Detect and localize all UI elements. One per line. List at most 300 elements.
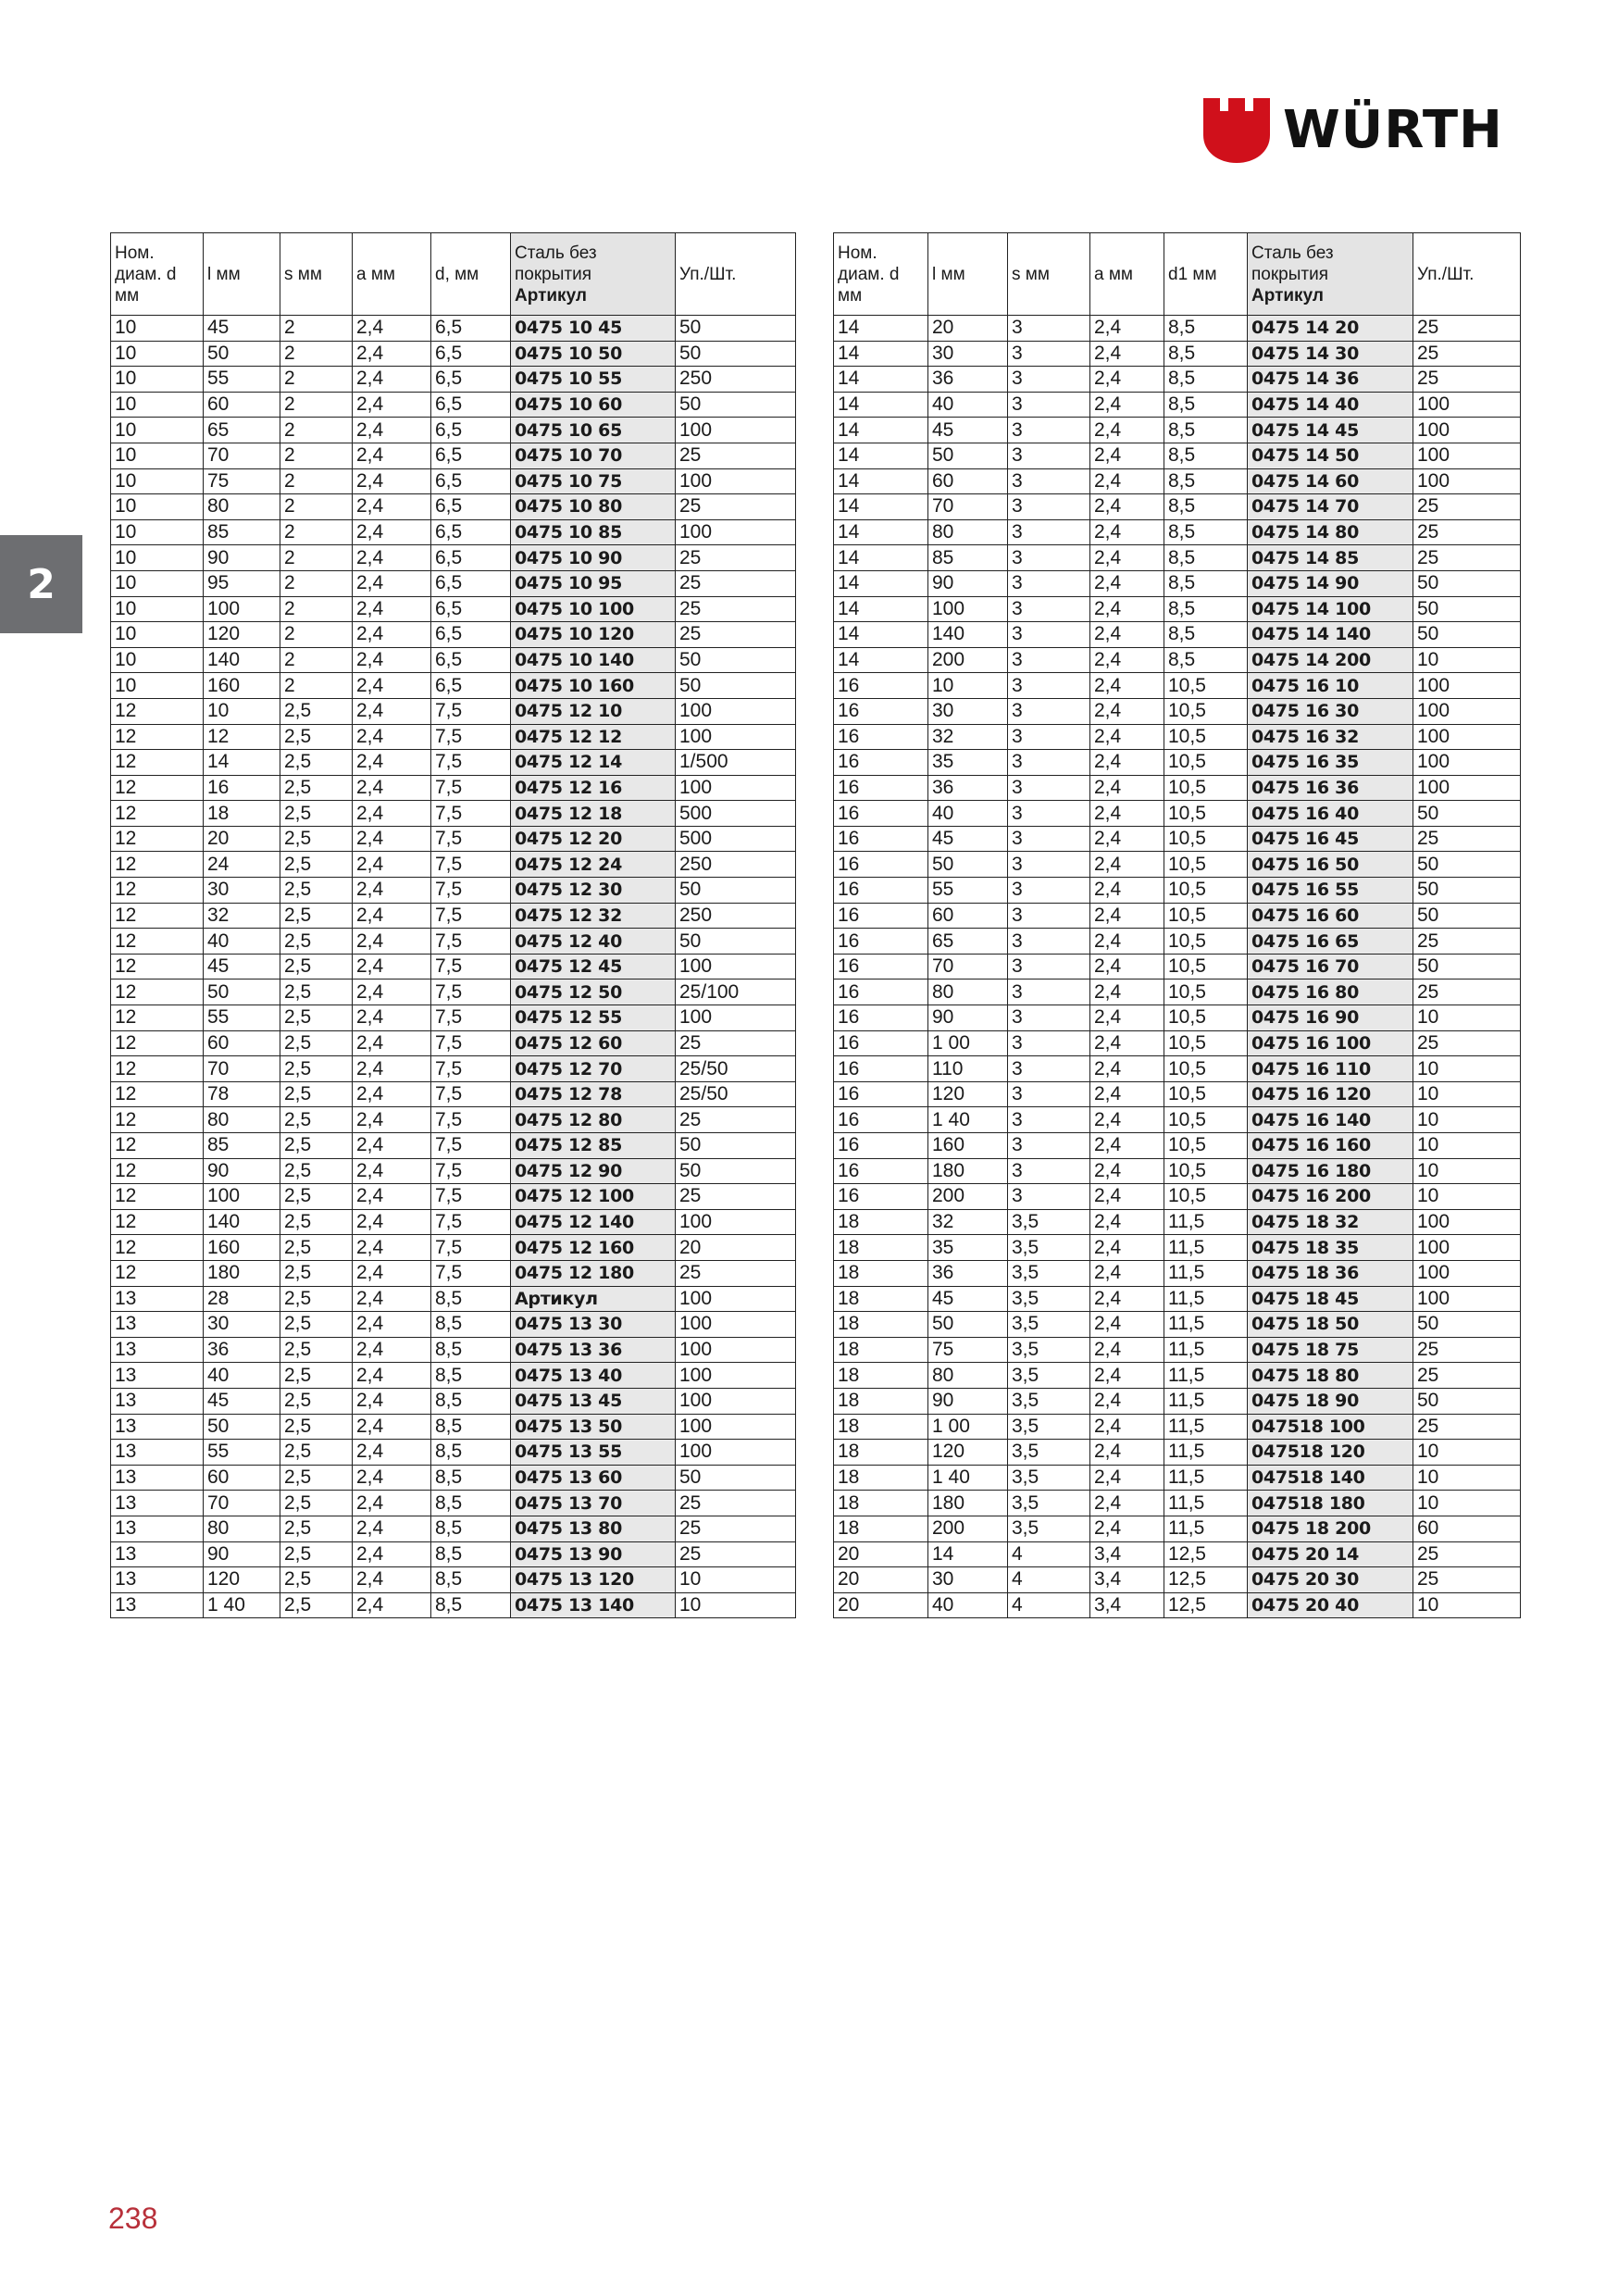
cell-article: 0475 12 55 [511, 1005, 676, 1031]
table-row [834, 1158, 1521, 1184]
cell-length: 78 [204, 1081, 280, 1107]
cell-article: 0475 16 140 [1248, 1107, 1413, 1133]
cell-nominal-diameter: 13 [111, 1337, 204, 1363]
cell-nominal-diameter: 13 [111, 1388, 204, 1414]
cell-s: 2,5 [280, 1133, 353, 1159]
cell-pack: 250 [676, 367, 796, 393]
cell-s: 2,5 [280, 1516, 353, 1541]
table-row [834, 1209, 1521, 1235]
cell-d: 11,5 [1164, 1516, 1248, 1541]
cell-a: 2,4 [353, 316, 431, 342]
cell-s: 3 [1008, 570, 1090, 596]
cell-pack: 25 [1413, 341, 1521, 367]
table-row [111, 1592, 796, 1618]
cell-pack: 1/500 [676, 750, 796, 776]
table-row [111, 980, 796, 1005]
cell-pack: 50 [676, 878, 796, 904]
cell-nominal-diameter: 12 [111, 801, 204, 827]
cell-pack: 25 [1413, 494, 1521, 520]
cell-a: 2,4 [353, 418, 431, 443]
cell-a: 2,4 [1090, 1388, 1164, 1414]
cell-pack: 25 [676, 1516, 796, 1541]
cell-article: 0475 20 14 [1248, 1541, 1413, 1567]
cell-nominal-diameter: 12 [111, 1107, 204, 1133]
cell-length: 90 [204, 545, 280, 571]
cell-d: 6,5 [431, 519, 511, 545]
cell-d: 10,5 [1164, 826, 1248, 852]
cell-d: 7,5 [431, 724, 511, 750]
table-row [834, 1414, 1521, 1440]
cell-d: 8,5 [1164, 443, 1248, 468]
cell-pack: 10 [1413, 1133, 1521, 1159]
cell-article: 0475 16 40 [1248, 801, 1413, 827]
cell-pack: 10 [1413, 1465, 1521, 1491]
cell-pack: 25 [676, 1491, 796, 1516]
cell-d: 7,5 [431, 980, 511, 1005]
cell-nominal-diameter: 10 [111, 316, 204, 342]
cell-length: 160 [204, 1235, 280, 1261]
cell-a: 3,4 [1090, 1541, 1164, 1567]
cell-s: 3 [1008, 826, 1090, 852]
table-row [834, 647, 1521, 673]
cell-d: 8,5 [431, 1286, 511, 1312]
cell-article: 0475 10 45 [511, 316, 676, 342]
cell-length: 40 [928, 801, 1008, 827]
cell-pack: 25 [676, 1030, 796, 1056]
cell-pack: 100 [676, 418, 796, 443]
cell-a: 2,4 [353, 698, 431, 724]
cell-length: 1 40 [928, 1107, 1008, 1133]
cell-s: 4 [1008, 1541, 1090, 1567]
cell-length: 55 [204, 1005, 280, 1031]
cell-length: 180 [928, 1158, 1008, 1184]
cell-a: 2,4 [1090, 1312, 1164, 1338]
cell-d: 7,5 [431, 1133, 511, 1159]
table-row [834, 775, 1521, 801]
cell-article: 0475 18 32 [1248, 1209, 1413, 1235]
cell-article: 0475 14 90 [1248, 570, 1413, 596]
cell-length: 40 [204, 929, 280, 955]
cell-article: 0475 16 160 [1248, 1133, 1413, 1159]
cell-a: 2,4 [353, 1337, 431, 1363]
cell-s: 2 [280, 468, 353, 494]
cell-pack: 100 [1413, 750, 1521, 776]
cell-nominal-diameter: 18 [834, 1465, 928, 1491]
cell-nominal-diameter: 12 [111, 1260, 204, 1286]
cell-nominal-diameter: 20 [834, 1592, 928, 1618]
cell-article: 0475 10 140 [511, 647, 676, 673]
cell-length: 30 [928, 698, 1008, 724]
cell-a: 2,4 [1090, 392, 1164, 418]
cell-pack: 20 [676, 1235, 796, 1261]
cell-article: 0475 14 45 [1248, 418, 1413, 443]
cell-s: 2,5 [280, 826, 353, 852]
cell-article: 0475 12 60 [511, 1030, 676, 1056]
cell-s: 2,5 [280, 1005, 353, 1031]
cell-a: 2,4 [353, 750, 431, 776]
cell-nominal-diameter: 16 [834, 980, 928, 1005]
cell-article: 0475 13 120 [511, 1567, 676, 1593]
table-row [111, 775, 796, 801]
cell-d: 10,5 [1164, 1107, 1248, 1133]
cell-s: 2,5 [280, 1337, 353, 1363]
cell-nominal-diameter: 16 [834, 852, 928, 878]
cell-d: 8,5 [1164, 418, 1248, 443]
cell-length: 40 [928, 392, 1008, 418]
cell-a: 2,4 [353, 468, 431, 494]
cell-d: 10,5 [1164, 698, 1248, 724]
cell-nominal-diameter: 10 [111, 545, 204, 571]
cell-d: 7,5 [431, 1184, 511, 1210]
cell-pack: 100 [676, 1440, 796, 1466]
cell-a: 2,4 [353, 622, 431, 648]
cell-d: 7,5 [431, 1158, 511, 1184]
cell-article: 0475 16 32 [1248, 724, 1413, 750]
chapter-tab: 2 [0, 535, 82, 633]
cell-d: 7,5 [431, 1005, 511, 1031]
cell-a: 2,4 [353, 494, 431, 520]
table-row [834, 316, 1521, 342]
cell-pack: 25 [1413, 1337, 1521, 1363]
cell-pack: 50 [1413, 596, 1521, 622]
cell-a: 2,4 [353, 775, 431, 801]
cell-length: 1 00 [928, 1414, 1008, 1440]
cell-pack: 50 [676, 673, 796, 699]
spec-table-right [833, 232, 1521, 1618]
cell-d: 8,5 [431, 1337, 511, 1363]
cell-nominal-diameter: 12 [111, 698, 204, 724]
table-row [834, 418, 1521, 443]
cell-length: 90 [204, 1158, 280, 1184]
cell-d: 7,5 [431, 954, 511, 980]
cell-nominal-diameter: 16 [834, 775, 928, 801]
cell-s: 2,5 [280, 1184, 353, 1210]
cell-length: 45 [204, 316, 280, 342]
cell-length: 100 [204, 1184, 280, 1210]
cell-s: 3 [1008, 545, 1090, 571]
cell-s: 2,5 [280, 698, 353, 724]
cell-s: 2,5 [280, 1592, 353, 1618]
cell-nominal-diameter: 20 [834, 1541, 928, 1567]
cell-a: 2,4 [1090, 1414, 1164, 1440]
cell-s: 2,5 [280, 775, 353, 801]
cell-pack: 50 [676, 316, 796, 342]
cell-nominal-diameter: 14 [834, 622, 928, 648]
cell-length: 36 [928, 775, 1008, 801]
table-row [834, 1363, 1521, 1389]
table-row [834, 1491, 1521, 1516]
table-row [834, 801, 1521, 827]
cell-length: 14 [204, 750, 280, 776]
table-row [111, 878, 796, 904]
cell-pack: 100 [676, 1312, 796, 1338]
cell-d: 11,5 [1164, 1414, 1248, 1440]
cell-a: 2,4 [1090, 775, 1164, 801]
cell-d: 10,5 [1164, 878, 1248, 904]
cell-a: 2,4 [1090, 1133, 1164, 1159]
cell-article: 047518 100 [1248, 1414, 1413, 1440]
table-row [111, 468, 796, 494]
cell-d: 7,5 [431, 903, 511, 929]
cell-d: 8,5 [431, 1491, 511, 1516]
cell-article: 0475 13 50 [511, 1414, 676, 1440]
cell-pack: 10 [1413, 1592, 1521, 1618]
cell-d: 10,5 [1164, 775, 1248, 801]
cell-a: 2,4 [1090, 418, 1164, 443]
cell-nominal-diameter: 10 [111, 367, 204, 393]
cell-d: 6,5 [431, 367, 511, 393]
cell-s: 2,5 [280, 1414, 353, 1440]
cell-pack: 10 [1413, 1158, 1521, 1184]
cell-pack: 50 [1413, 954, 1521, 980]
cell-a: 2,4 [1090, 1363, 1164, 1389]
cell-d: 12,5 [1164, 1541, 1248, 1567]
cell-pack: 100 [1413, 1235, 1521, 1261]
cell-pack: 50 [676, 1133, 796, 1159]
cell-article: 0475 16 120 [1248, 1081, 1413, 1107]
cell-a: 2,4 [1090, 545, 1164, 571]
cell-article: 0475 16 50 [1248, 852, 1413, 878]
cell-article: 0475 14 80 [1248, 519, 1413, 545]
cell-nominal-diameter: 14 [834, 443, 928, 468]
cell-article: 0475 16 200 [1248, 1184, 1413, 1210]
cell-length: 45 [204, 954, 280, 980]
cell-d: 8,5 [1164, 596, 1248, 622]
cell-d: 8,5 [1164, 647, 1248, 673]
cell-nominal-diameter: 14 [834, 570, 928, 596]
header-nominal-diameter: Ном. диам. d мм [834, 233, 928, 316]
cell-d: 6,5 [431, 545, 511, 571]
cell-article: 0475 12 32 [511, 903, 676, 929]
cell-pack: 10 [1413, 1440, 1521, 1466]
cell-a: 2,4 [353, 1260, 431, 1286]
cell-nominal-diameter: 13 [111, 1592, 204, 1618]
cell-pack: 50 [676, 341, 796, 367]
cell-nominal-diameter: 16 [834, 954, 928, 980]
cell-s: 3 [1008, 1107, 1090, 1133]
cell-article: 0475 13 36 [511, 1337, 676, 1363]
cell-s: 2,5 [280, 1260, 353, 1286]
cell-length: 14 [928, 1541, 1008, 1567]
cell-s: 3,5 [1008, 1491, 1090, 1516]
table-row [834, 596, 1521, 622]
cell-d: 8,5 [431, 1567, 511, 1593]
table-row [834, 341, 1521, 367]
table-row [834, 903, 1521, 929]
cell-nominal-diameter: 12 [111, 1056, 204, 1082]
cell-s: 3 [1008, 852, 1090, 878]
cell-length: 120 [928, 1440, 1008, 1466]
cell-length: 50 [204, 341, 280, 367]
cell-article: 0475 10 65 [511, 418, 676, 443]
cell-d: 10,5 [1164, 929, 1248, 955]
cell-length: 45 [928, 1286, 1008, 1312]
cell-length: 50 [928, 1312, 1008, 1338]
cell-length: 1 40 [928, 1465, 1008, 1491]
cell-article: 0475 16 45 [1248, 826, 1413, 852]
cell-article: 0475 16 10 [1248, 673, 1413, 699]
cell-a: 2,4 [1090, 316, 1164, 342]
cell-length: 10 [928, 673, 1008, 699]
cell-d: 12,5 [1164, 1592, 1248, 1618]
cell-nominal-diameter: 12 [111, 1081, 204, 1107]
cell-s: 2,5 [280, 878, 353, 904]
cell-article: 0475 16 30 [1248, 698, 1413, 724]
cell-d: 6,5 [431, 443, 511, 468]
table-row [834, 954, 1521, 980]
cell-article: 0475 12 14 [511, 750, 676, 776]
table-row [834, 1312, 1521, 1338]
cell-nominal-diameter: 16 [834, 801, 928, 827]
cell-pack: 50 [676, 392, 796, 418]
table-row [111, 1107, 796, 1133]
cell-length: 60 [928, 468, 1008, 494]
cell-a: 2,4 [1090, 367, 1164, 393]
cell-a: 2,4 [353, 954, 431, 980]
table-row [111, 443, 796, 468]
cell-length: 30 [204, 878, 280, 904]
cell-d: 7,5 [431, 1209, 511, 1235]
cell-pack: 100 [676, 1414, 796, 1440]
table-row [111, 954, 796, 980]
cell-s: 3 [1008, 673, 1090, 699]
cell-article: 0475 13 70 [511, 1491, 676, 1516]
header-s: s мм [1008, 233, 1090, 316]
cell-article: 0475 12 24 [511, 852, 676, 878]
cell-d: 10,5 [1164, 1133, 1248, 1159]
cell-nominal-diameter: 14 [834, 545, 928, 571]
table-row [111, 750, 796, 776]
cell-pack: 50 [676, 1158, 796, 1184]
cell-length: 18 [204, 801, 280, 827]
cell-d: 8,5 [431, 1516, 511, 1541]
cell-pack: 250 [676, 903, 796, 929]
cell-article: 0475 10 85 [511, 519, 676, 545]
table-row [111, 1260, 796, 1286]
cell-article: 0475 13 80 [511, 1516, 676, 1541]
cell-nominal-diameter: 14 [834, 316, 928, 342]
cell-article: 0475 12 16 [511, 775, 676, 801]
cell-d: 7,5 [431, 852, 511, 878]
cell-nominal-diameter: 18 [834, 1440, 928, 1466]
cell-length: 60 [204, 392, 280, 418]
cell-nominal-diameter: 18 [834, 1491, 928, 1516]
cell-length: 50 [204, 980, 280, 1005]
cell-length: 36 [204, 1337, 280, 1363]
cell-article: 0475 16 65 [1248, 929, 1413, 955]
cell-d: 10,5 [1164, 801, 1248, 827]
table-row [834, 468, 1521, 494]
cell-d: 10,5 [1164, 1158, 1248, 1184]
cell-nominal-diameter: 13 [111, 1414, 204, 1440]
cell-pack: 25 [676, 494, 796, 520]
table-row [111, 1491, 796, 1516]
cell-a: 2,4 [1090, 647, 1164, 673]
cell-length: 80 [928, 519, 1008, 545]
cell-nominal-diameter: 12 [111, 1209, 204, 1235]
cell-s: 3,5 [1008, 1516, 1090, 1541]
cell-s: 3 [1008, 519, 1090, 545]
cell-d: 6,5 [431, 341, 511, 367]
cell-article: 047518 120 [1248, 1440, 1413, 1466]
cell-s: 3,5 [1008, 1465, 1090, 1491]
cell-a: 2,4 [353, 1363, 431, 1389]
table-row [834, 826, 1521, 852]
cell-length: 90 [928, 1005, 1008, 1031]
cell-length: 30 [928, 341, 1008, 367]
cell-pack: 100 [676, 954, 796, 980]
cell-pack: 25 [1413, 980, 1521, 1005]
cell-nominal-diameter: 13 [111, 1440, 204, 1466]
cell-nominal-diameter: 18 [834, 1209, 928, 1235]
cell-nominal-diameter: 12 [111, 852, 204, 878]
cell-a: 2,4 [353, 1184, 431, 1210]
cell-d: 7,5 [431, 878, 511, 904]
cell-nominal-diameter: 16 [834, 903, 928, 929]
cell-s: 3 [1008, 1184, 1090, 1210]
table-row [111, 1158, 796, 1184]
cell-s: 3 [1008, 724, 1090, 750]
cell-nominal-diameter: 13 [111, 1567, 204, 1593]
cell-pack: 100 [676, 468, 796, 494]
cell-a: 2,4 [1090, 494, 1164, 520]
cell-a: 2,4 [353, 367, 431, 393]
cell-pack: 100 [1413, 724, 1521, 750]
cell-d: 7,5 [431, 1056, 511, 1082]
cell-pack: 50 [1413, 903, 1521, 929]
table-row [834, 698, 1521, 724]
cell-article: Артикул [511, 1286, 676, 1312]
cell-d: 7,5 [431, 698, 511, 724]
table-row [111, 724, 796, 750]
cell-nominal-diameter: 14 [834, 519, 928, 545]
cell-nominal-diameter: 18 [834, 1414, 928, 1440]
cell-length: 1 40 [204, 1592, 280, 1618]
cell-nominal-diameter: 10 [111, 392, 204, 418]
cell-length: 80 [928, 980, 1008, 1005]
spec-table-left [110, 232, 796, 1618]
cell-d: 8,5 [1164, 570, 1248, 596]
cell-d: 8,5 [1164, 392, 1248, 418]
cell-article: 0475 12 50 [511, 980, 676, 1005]
cell-length: 55 [204, 367, 280, 393]
cell-length: 85 [928, 545, 1008, 571]
table-row [834, 1286, 1521, 1312]
cell-article: 0475 12 40 [511, 929, 676, 955]
cell-pack: 50 [676, 1465, 796, 1491]
cell-d: 6,5 [431, 622, 511, 648]
cell-s: 2,5 [280, 1363, 353, 1389]
header-length: l мм [928, 233, 1008, 316]
cell-article: 0475 18 90 [1248, 1388, 1413, 1414]
cell-pack: 25 [1413, 826, 1521, 852]
table-row [111, 673, 796, 699]
cell-d: 8,5 [1164, 367, 1248, 393]
cell-a: 2,4 [353, 1312, 431, 1338]
cell-nominal-diameter: 12 [111, 750, 204, 776]
cell-s: 3,5 [1008, 1260, 1090, 1286]
cell-a: 2,4 [1090, 826, 1164, 852]
cell-pack: 10 [1413, 1005, 1521, 1031]
cell-nominal-diameter: 12 [111, 929, 204, 955]
cell-pack: 25 [676, 443, 796, 468]
cell-nominal-diameter: 10 [111, 596, 204, 622]
cell-a: 2,4 [353, 826, 431, 852]
cell-pack: 25 [1413, 929, 1521, 955]
cell-article: 047518 180 [1248, 1491, 1413, 1516]
cell-a: 2,4 [353, 519, 431, 545]
cell-length: 180 [928, 1491, 1008, 1516]
